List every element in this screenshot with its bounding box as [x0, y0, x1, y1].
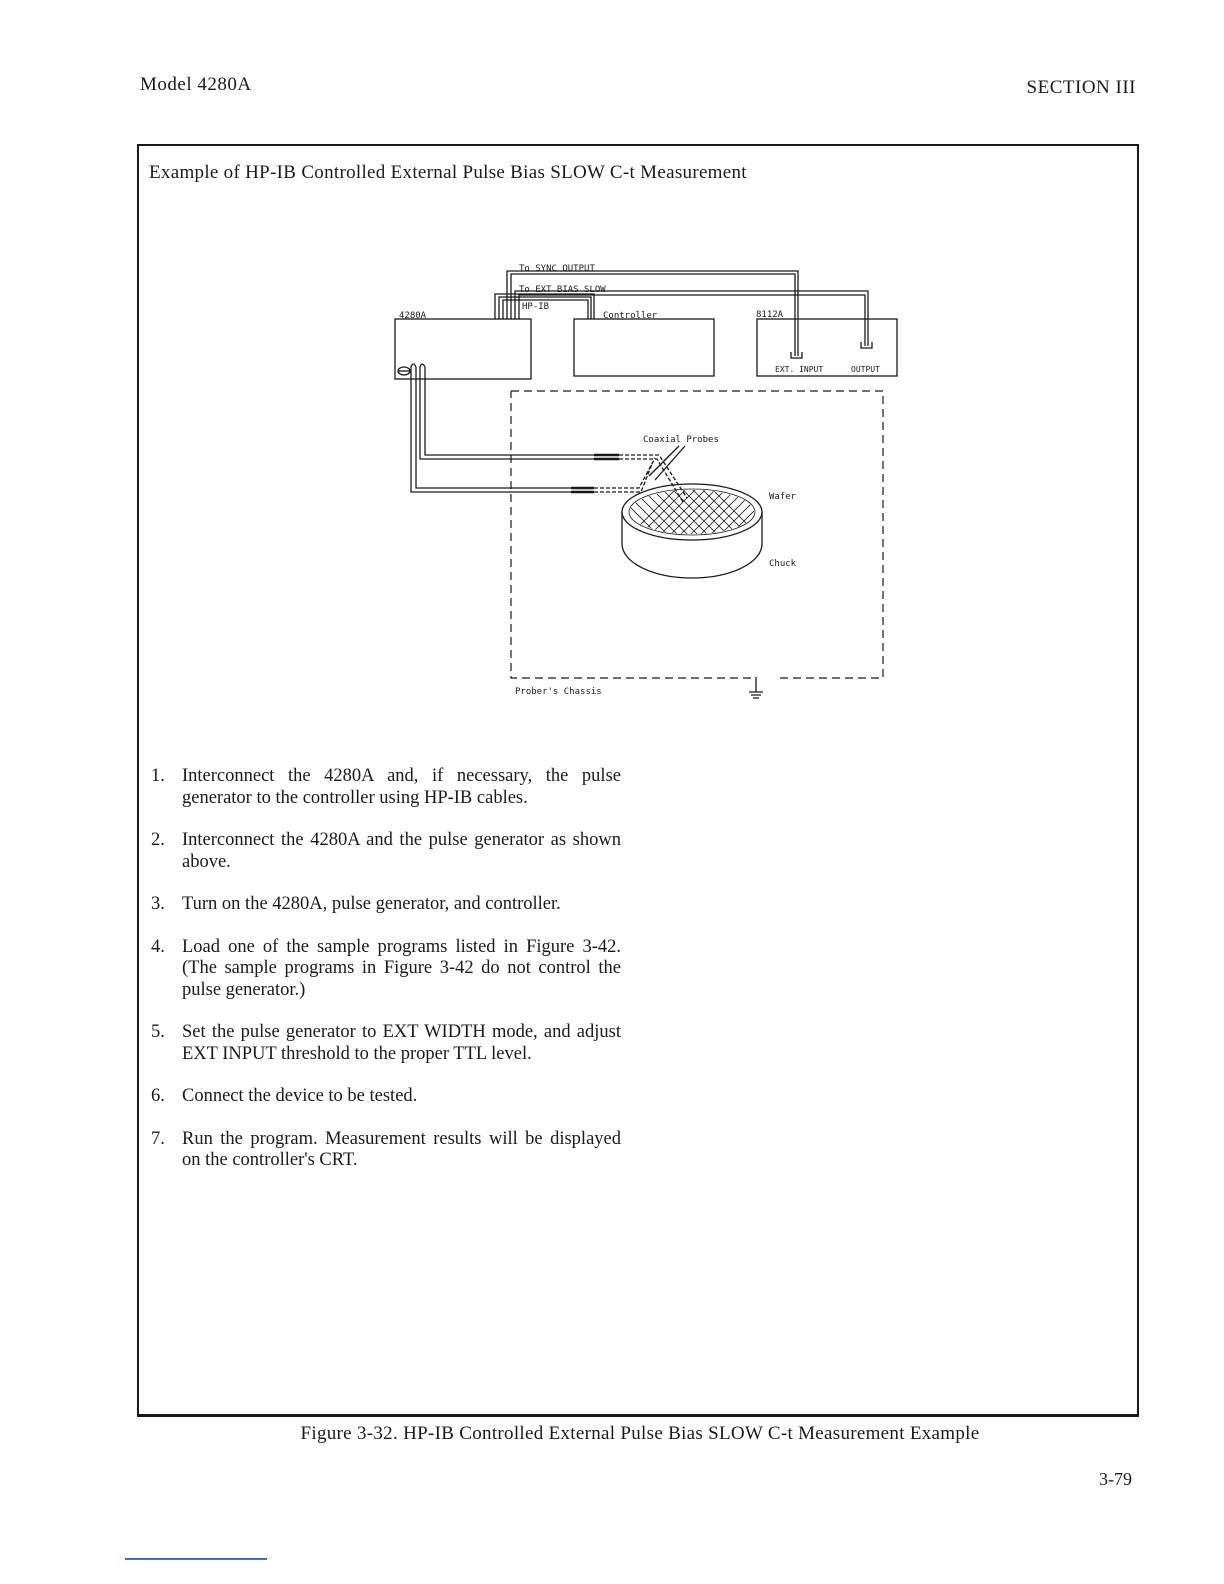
list-item: [151, 1086, 621, 1108]
step-number: 5.: [151, 1022, 165, 1042]
label-wafer: Wafer: [769, 492, 797, 502]
footer-rule: [125, 1558, 267, 1560]
coax-cable-upper: [420, 367, 594, 459]
coax-cable-lower: [411, 367, 571, 492]
controller-box: [574, 319, 714, 376]
list-item: [151, 1022, 621, 1065]
step-text: Turn on the 4280A, pulse generator, and controller.: [182, 894, 561, 914]
figure-caption: Figure 3-32. HP-IB Controlled External Pulse Bias SLOW C-t Measurement Example: [300, 1423, 980, 1444]
figure-title: Example of HP-IB Controlled External Pulse Bias SLOW C-t Measurement: [149, 162, 747, 183]
connection-diagram: [139, 146, 1137, 746]
list-item: [151, 894, 621, 916]
step-text: Run the program. Measurement results will be displayed on the controller's CRT.: [182, 1128, 621, 1170]
header-section: SECTION III: [1026, 77, 1136, 98]
label-hpib: HP-IB: [522, 302, 550, 312]
label-meter: 4280A: [399, 311, 427, 321]
figure-frame: [137, 144, 1139, 1417]
step-number: 3.: [151, 894, 165, 914]
label-generator: 8112A: [756, 310, 784, 320]
label-output: OUTPUT: [851, 365, 880, 374]
list-item: [151, 766, 621, 809]
step-text: Interconnect the 4280A and the pulse generator as shown above.: [182, 830, 621, 872]
label-chuck: Chuck: [769, 559, 797, 569]
list-item: [151, 1129, 621, 1172]
step-number: 7.: [151, 1128, 165, 1149]
step-text: Load one of the sample programs listed in Figure 3-42. (The sample programs in Figure 3-42 do not control the pulse generator.): [182, 936, 621, 1000]
label-coaxial-probes: Coaxial Probes: [643, 435, 719, 445]
step-number: 6.: [151, 1086, 165, 1106]
page-number: 3-79: [1099, 1469, 1132, 1489]
step-number: 1.: [151, 766, 165, 786]
label-controller: Controller: [603, 311, 658, 321]
label-probers-chassis: Prober's Chassis: [515, 687, 602, 697]
list-item: [151, 830, 621, 873]
step-number: 2.: [151, 830, 165, 850]
step-number: 4.: [151, 936, 165, 957]
step-text: Interconnect the 4280A and, if necessary, the pulse generator to the controller using HP-IB cables.: [182, 766, 621, 808]
step-text: Connect the device to be tested.: [182, 1086, 418, 1106]
label-ext-bias-slow: To EXT BIAS SLOW: [519, 285, 606, 295]
header-model: Model 4280A: [140, 74, 252, 95]
ground-icon: [749, 677, 763, 698]
wafer: [622, 484, 762, 540]
list-item: [151, 937, 621, 1002]
procedure-steps: [151, 766, 621, 1193]
step-text: Set the pulse generator to EXT WIDTH mode, and adjust EXT INPUT threshold to the proper TTL level.: [182, 1022, 621, 1064]
label-sync-output: To SYNC OUTPUT: [519, 264, 595, 274]
label-ext-input: EXT. INPUT: [775, 365, 824, 374]
